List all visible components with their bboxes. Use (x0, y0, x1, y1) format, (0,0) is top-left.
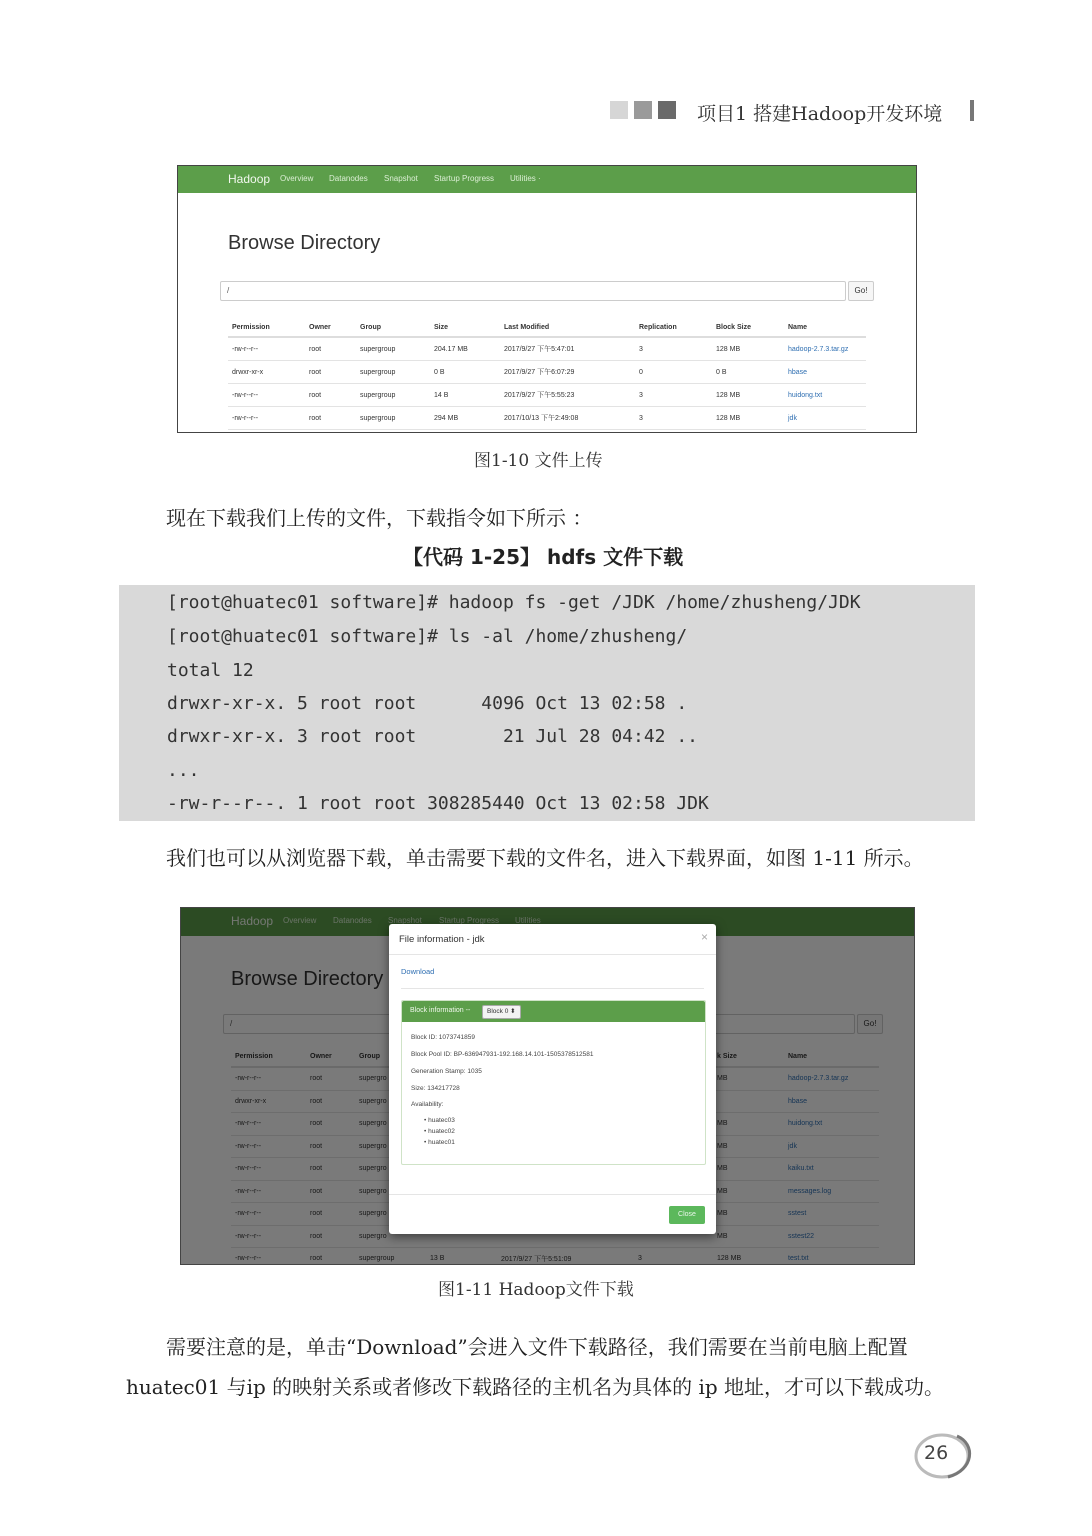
cell-block-size: 128 MB (712, 337, 784, 361)
code-line: ... (167, 760, 200, 781)
close-button[interactable]: Close (669, 1206, 705, 1224)
page-number: 26 (924, 1442, 949, 1464)
paragraph-1: 现在下载我们上传的文件，下载指令如下所示 ： (166, 506, 593, 530)
block-id: Block ID: 1073741859 (411, 1034, 475, 1041)
cell-group: supergroup (356, 337, 430, 361)
cell-replication: 3 (635, 384, 712, 407)
cell-last-modified: 2017/9/27 下午5:47:01 (500, 337, 635, 361)
code-line: drwxr-xr-x. 5 root root 4096 Oct 13 02:58 . (167, 693, 688, 714)
figure-1-screenshot (177, 165, 917, 433)
table-header-row (228, 318, 866, 337)
modal-title: File information - jdk (399, 934, 485, 945)
cell-permission: drwxr-xr-x (228, 361, 305, 384)
file-link[interactable]: jdk (788, 414, 797, 422)
cell-permission: -rw-r--r-- (228, 337, 305, 361)
cell-size: 0 B (430, 361, 500, 384)
cell-block-size: 128 MB (712, 384, 784, 407)
col-replication[interactable]: Replication (635, 318, 712, 337)
paragraph-2: 我们也可以从浏览器下载，单击需要下载的文件名，进入下载界面，如图 1-11 所示。 (166, 846, 924, 870)
code-line: [root@huatec01 software]# hadoop fs -get /JDK /home/zhusheng/JDK (167, 592, 861, 613)
col-size[interactable]: Size (430, 318, 500, 337)
cell-name (784, 407, 866, 430)
cell-name (784, 361, 866, 384)
code-line: total 12 (167, 660, 254, 681)
host-list-item: • huatec01 (424, 1139, 455, 1146)
file-link[interactable]: hbase (788, 368, 808, 376)
cell-last-modified: 2017/9/27 下午6:07:29 (500, 361, 635, 384)
table-row (228, 384, 866, 407)
header-square-1 (610, 101, 628, 119)
nav-datanodes[interactable]: Datanodes (329, 174, 368, 183)
cell-owner: root (305, 384, 356, 407)
cell-replication: 0 (635, 361, 712, 384)
block-size: Size: 134217728 (411, 1085, 460, 1092)
cell-size: 204.17 MB (430, 337, 500, 361)
cell-name (784, 384, 866, 407)
figure-2-screenshot (180, 907, 915, 1265)
cell-owner: root (305, 337, 356, 361)
block-information-panel (401, 1000, 706, 1165)
figure-2-caption: 图1-11 Hadoop文件下载 (438, 1280, 634, 1300)
cell-group: supergroup (356, 384, 430, 407)
directory-table (228, 318, 866, 430)
col-last-modified[interactable]: Last Modified (500, 318, 635, 337)
table-row (228, 407, 866, 430)
file-information-modal (389, 924, 716, 1234)
modal-divider (389, 954, 716, 955)
nav-utilities[interactable]: Utilities · (510, 174, 541, 183)
col-owner[interactable]: Owner (305, 318, 356, 337)
close-icon[interactable]: × (700, 930, 708, 944)
code-heading: 【代码 1-25】 hdfs 文件下载 (403, 545, 684, 569)
cell-group: supergroup (356, 407, 430, 430)
running-header-title: 项目1 搭建Hadoop开发环境 (697, 103, 943, 125)
code-block (119, 585, 975, 821)
hadoop-navbar (178, 166, 916, 193)
path-input[interactable]: / (220, 281, 846, 301)
cell-permission: -rw-r--r-- (228, 384, 305, 407)
cell-block-size: 0 B (712, 361, 784, 384)
nav-startup-progress[interactable]: Startup Progress (434, 174, 495, 183)
cell-size: 14 B (430, 384, 500, 407)
cell-block-size: 128 MB (712, 407, 784, 430)
paragraph-3-line-1: 需要注意的是，单击“Download”会进入文件下载路径，我们需要在当前电脑上配置 (166, 1335, 908, 1359)
header-square-3 (658, 101, 676, 119)
header-squares (610, 101, 676, 121)
host-list-item: • huatec02 (424, 1128, 455, 1135)
header-bar (970, 100, 974, 121)
col-group[interactable]: Group (356, 318, 430, 337)
file-link[interactable]: huidong.txt (788, 391, 823, 399)
col-name[interactable]: Name (784, 318, 866, 337)
table-row (228, 337, 866, 361)
cell-owner: root (305, 361, 356, 384)
block-select[interactable]: Block 0 ⬍ (482, 1005, 521, 1019)
paragraph-3-line-2: huatec01 与ip 的映射关系或者修改下载路径的主机名为具体的 ip 地址，才可以下载成功。 (126, 1375, 945, 1399)
cell-permission: -rw-r--r-- (228, 407, 305, 430)
code-line: -rw-r--r--. 1 root root 308285440 Oct 13 02:58 JDK (167, 793, 709, 814)
browse-directory-title: Browse Directory (228, 232, 381, 254)
go-button[interactable]: Go! (848, 281, 874, 301)
host-name: huatec02 (428, 1128, 455, 1135)
col-block-size[interactable]: Block Size (712, 318, 784, 337)
cell-last-modified: 2017/10/13 下午2:49:08 (500, 407, 635, 430)
file-link[interactable]: hadoop-2.7.3.tar.gz (788, 345, 849, 353)
nav-overview[interactable]: Overview (280, 174, 314, 183)
code-line: drwxr-xr-x. 3 root root 21 Jul 28 04:42 .. (167, 726, 699, 747)
availability-label: Availability: (411, 1101, 444, 1108)
cell-owner: root (305, 407, 356, 430)
download-link[interactable]: Download (401, 967, 435, 976)
cell-size: 294 MB (430, 407, 500, 430)
block-pool-id: Block Pool ID: BP-636947931-192.168.14.101-1505378512581 (411, 1051, 594, 1058)
cell-group: supergroup (356, 361, 430, 384)
header-square-2 (634, 101, 652, 119)
host-name: huatec03 (428, 1117, 455, 1124)
cell-name (784, 337, 866, 361)
table-row (228, 361, 866, 384)
cell-replication: 3 (635, 337, 712, 361)
host-name: huatec01 (428, 1139, 455, 1146)
block-panel-header (402, 1001, 705, 1022)
nav-snapshot[interactable]: Snapshot (384, 174, 418, 183)
col-permission[interactable]: Permission (228, 318, 305, 337)
figure-1-caption: 图1-10 文件上传 (474, 451, 603, 471)
cell-last-modified: 2017/9/27 下午5:55:23 (500, 384, 635, 407)
generation-stamp: Generation Stamp: 1035 (411, 1068, 482, 1075)
modal-divider (401, 988, 704, 989)
cell-replication: 3 (635, 407, 712, 430)
host-list-item: • huatec03 (424, 1117, 455, 1124)
code-line: [root@huatec01 software]# ls -al /home/zhusheng/ (167, 626, 688, 647)
nav-brand[interactable]: Hadoop (228, 172, 271, 186)
modal-footer-divider (389, 1194, 716, 1195)
block-info-label: Block information -- (410, 1007, 471, 1014)
